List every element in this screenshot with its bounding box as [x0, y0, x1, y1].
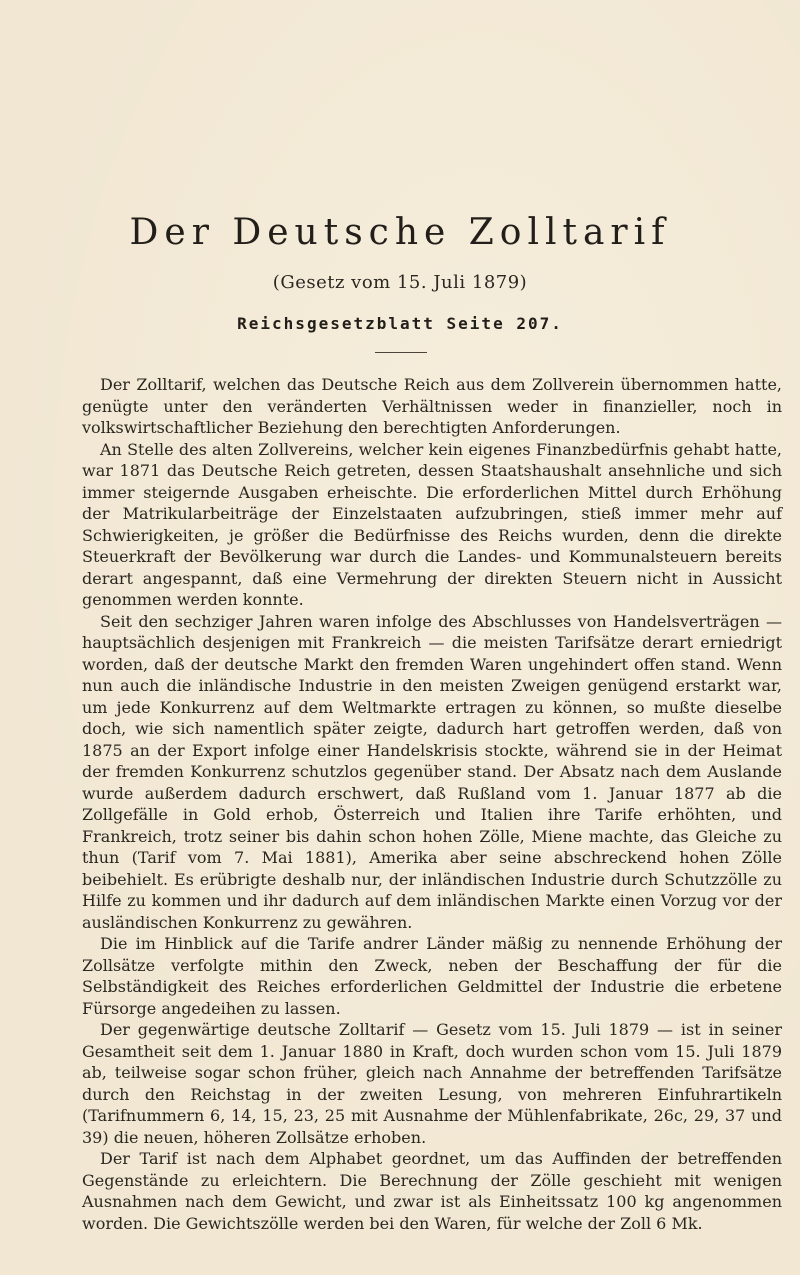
paragraph: Seit den sechziger Jahren waren infolge des Abschlusses von Handelsverträgen — hauptsächlich desjenigen mit Frankreich — die meisten Tarifsätze derart erniedrigt worden, daß der deutsche Markt den fremden Waren ungehindert offen stand. Wenn nun auch die inländische Industrie in den meisten Zweigen genügend erstarkt war, um jede Konkurrenz auf dem Weltmarkte ertragen zu können, so mußte dieselbe doch, wie sich namentlich später zeigte, dadurch hart getroffen werden, daß von 1875 an der Export infolge einer Handelskrisis stockte, während sie in der Heimat der fremden Konkurrenz schutzlos gegenüber stand. Der Absatz nach dem Auslande wurde außerdem dadurch erschwert, daß Rußland vom 1. Januar 1877 ab die Zollgefälle in Gold erhob, Österreich und Italien ihre Tarife erhöhten, und Frankreich, trotz seiner bis dahin schon hohen Zölle, Miene machte, das Gleiche zu thun (Tarif vom 7. Mai 1881), Amerika aber seine abschreckend hohen Zölle beibehielt. Es erübrigte deshalb nur, der inländischen Industrie durch Schutzzölle zu Hilfe zu kommen und ihr dadurch auf dem inländischen Markte einen Vorzug vor der ausländischen Konkurrenz zu gewähren. — [82, 611, 782, 932]
paragraph: Der Tarif ist nach dem Alphabet geordnet, um das Auffinden der betreffenden Gegenstände zu erleichtern. Die Berechnung der Zölle geschieht mit wenigen Ausnahmen nach dem Gewicht, und zwar ist als Einheitssatz 100 kg angenommen worden. Die Gewichtszölle werden bei den Waren, für welche der Zoll 6 Mk. — [82, 1149, 782, 1233]
section-divider — [375, 352, 427, 353]
body-text — [82, 374, 782, 1234]
paragraph: An Stelle des alten Zollvereins, welcher kein eigenes Finanzbedürfnis gehabt hatte, war 1871 das Deutsche Reich getreten, dessen Staatshaushalt ansehnliche und sich immer steigernde Ausgaben erheischte. Die erforderlichen Mittel durch Erhöhung der Matrikularbeiträge der Einzelstaaten aufzubringen, stieß immer mehr auf Schwierigkeiten, je größer die Bedürfnisse des Reichs wurden, denn die direkte Steuerkraft der Bevölkerung war durch die Landes- und Kommunalsteuern bereits derart angespannt, daß eine Vermehrung der direkten Steuern nicht in Aussicht genommen werden konnte. — [82, 439, 782, 609]
paragraph: Der gegenwärtige deutsche Zolltarif — Gesetz vom 15. Juli 1879 — ist in seiner Gesamtheit seit dem 1. Januar 1880 in Kraft, doch wurden schon vom 15. Juli 1879 ab, teilweise sogar schon früher, gleich nach Annahme der betreffenden Tarifsätze durch den Reichstag in der zweiten Lesung, von mehreren Einfuhrartikeln (Tarifnummern 6, 14, 15, 23, 25 mit Ausnahme der Mühlenfabrikate, 26c, 29, 37 und 39) die neuen, höheren Zollsätze erhoben. — [82, 1020, 782, 1147]
paragraph: Die im Hinblick auf die Tarife andrer Länder mäßig zu nennende Erhöhung der Zollsätze verfolgte mithin den Zweck, neben der Beschaffung der für die Selbständigkeit des Reiches erforderlichen Geldmittel der Industrie die erbetene Fürsorge angedeihen zu lassen. — [82, 934, 782, 1018]
source-reference: Reichsgesetzblatt Seite 207. — [237, 314, 563, 333]
paragraph: Der Zolltarif, welchen das Deutsche Reich aus dem Zollverein übernommen hatte, genügte unter den veränderten Verhältnissen weder in finanzieller, noch in volkswirtschaftlicher Beziehung den berechtigten Anforderungen. — [82, 375, 782, 437]
page-subtitle: (Gesetz vom 15. Juli 1879) — [272, 272, 528, 293]
page-title: Der Deutsche Zolltarif — [129, 212, 671, 253]
